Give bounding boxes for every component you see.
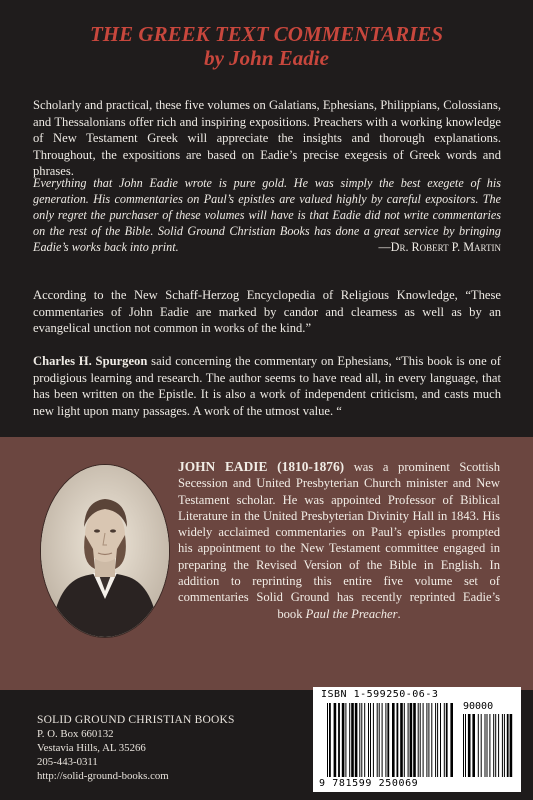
barcode-bar [507,714,509,777]
barcode-bar [478,714,479,777]
barcode-bar [437,703,438,777]
isbn-label: ISBN 1-599250-06-3 [321,689,439,700]
barcode-bar [368,703,369,777]
barcode-bar [440,703,441,777]
barcode-bar [329,703,331,777]
spurgeon-text: said concerning the commentary on Ephesians, “This book is one of prodigious learning and research. The author seems to have read all, in every language, that has been written on the Epistle. It is also a work of independent criticism, and casts much new light upon many passages. A work of the utmost value. “ [33,354,501,418]
barcode-bar [431,703,432,777]
barcode-bar [361,703,362,777]
barcode-bar [413,703,416,777]
barcode-bar [359,703,360,777]
author-bio-band [0,437,533,690]
intro-paragraph: Scholarly and practical, these five volumes on Galatians, Ephesians, Philippians, Colossians, and Thessalonians offer rich and inspiring expositions. Preachers with a working knowledge of New Testament Greek will appreciate the insights and thorough explanations. Throughout, the expositions are based on Eadie’s precise exegesis of Greek words and phrases. [33,98,501,179]
barcode-bar [327,703,328,777]
barcode-bar [493,714,494,777]
publisher-phone: 205-443-0311 [37,756,98,768]
barcode-bar [420,703,421,777]
publisher-address-2: Vestavia Hills, AL 35266 [37,742,146,754]
barcode-bar [338,703,340,777]
quote-text: Everything that John Eadie wrote is pure gold. He was simply the best exegete of his generation. His commentaries on Paul’s epistles are valued highly by careful expositors. The only regret the purchaser of these volumes will have is that Eadie did not write commentaries on the rest of the Bible. Solid Ground Christian Books has done a great service by bringing Eadie’s works back into print. [33,176,501,254]
ean-digits: 9 781599 250069 [319,778,419,789]
barcode-bar [379,703,380,777]
barcode-bar [392,703,395,777]
barcode-bar [342,703,345,777]
barcode-bar [426,703,427,777]
barcode-bar [404,703,405,777]
barcode-bar [410,703,413,777]
barcode-bar [446,703,448,777]
barcode-bar [472,714,475,777]
author-bio-text [178,459,500,622]
barcode-bar [370,703,371,777]
title-line-1: THE GREEK TEXT COMMENTARIES [89,22,443,46]
barcode-bar [408,703,409,777]
barcode-bar [334,703,337,777]
barcode-bar [435,703,436,777]
quote-attribution: —Dr. Robert P. Martin [378,240,501,254]
barcode-bar [349,703,350,777]
publisher-address-1: P. O. Box 660132 [37,728,114,740]
price-code: 90000 [463,701,494,712]
barcode-panel [313,687,521,792]
barcode-bar [428,703,429,777]
bio-end: . [397,606,401,621]
ean-barcode [313,687,521,792]
barcode-bar [345,703,346,777]
barcode-bar [355,703,358,777]
spurgeon-name: Charles H. Spurgeon [33,354,148,368]
barcode-bar [468,714,471,777]
barcode-bar [444,703,445,777]
barcode-bar [364,703,365,777]
barcode-bar [423,703,424,777]
publisher-url: http://solid-ground-books.com [37,770,169,782]
barcode-bar [418,703,419,777]
barcode-bar [382,703,383,777]
barcode-bar [385,703,386,777]
bio-book-title: Paul the Preacher [305,606,398,621]
schaff-paragraph: According to the New Schaff-Herzog Encyclopedia of Religious Knowledge, “These commentaries of John Eadie are marked by candor and clearness as well as by an evangelical unction not common in works of the kind.” [33,288,501,336]
publisher-block [37,713,297,783]
barcode-bar [481,714,482,777]
barcode-bar [387,703,389,777]
barcode-bar [377,703,378,777]
barcode-bar [510,714,513,777]
barcode-bar [450,703,453,777]
barcode-bar [351,703,354,777]
barcode-bar [504,714,505,777]
barcode-bar [489,714,490,777]
title-line-2: by John Eadie [204,46,329,70]
barcode-bar [485,714,486,777]
barcode-bar [373,703,374,777]
book-title [0,22,533,70]
barcode-bar [465,714,466,777]
barcode-bar [495,714,496,777]
author-portrait [40,464,170,638]
barcode-bar [498,714,499,777]
bio-body: was a prominent Scottish Secession and United Presbyterian Church minister and New Testament scholar. He was appointed Professor of Biblical Literature in the United Presbyterian Divinity Hall in 1843. His widely acclaimed commentaries on Paul’s epistles prompted his appointment to the New Testament committee engaged in preparing the Revised Version of the Bible in English. In addition to reprinting this entire five volume set of commentaries Solid Ground has recently reprinted Eadie’s book [178,460,500,621]
barcode-bar [487,714,488,777]
author-name: JOHN EADIE (1810-1876) [178,459,345,474]
publisher-name: SOLID GROUND CHRISTIAN BOOKS [37,714,235,726]
barcode-bar [397,703,399,777]
barcode-bar [400,703,403,777]
barcode-bar [463,714,464,777]
barcode-bar [502,714,503,777]
martin-quote [33,175,501,255]
spurgeon-paragraph [33,353,501,419]
